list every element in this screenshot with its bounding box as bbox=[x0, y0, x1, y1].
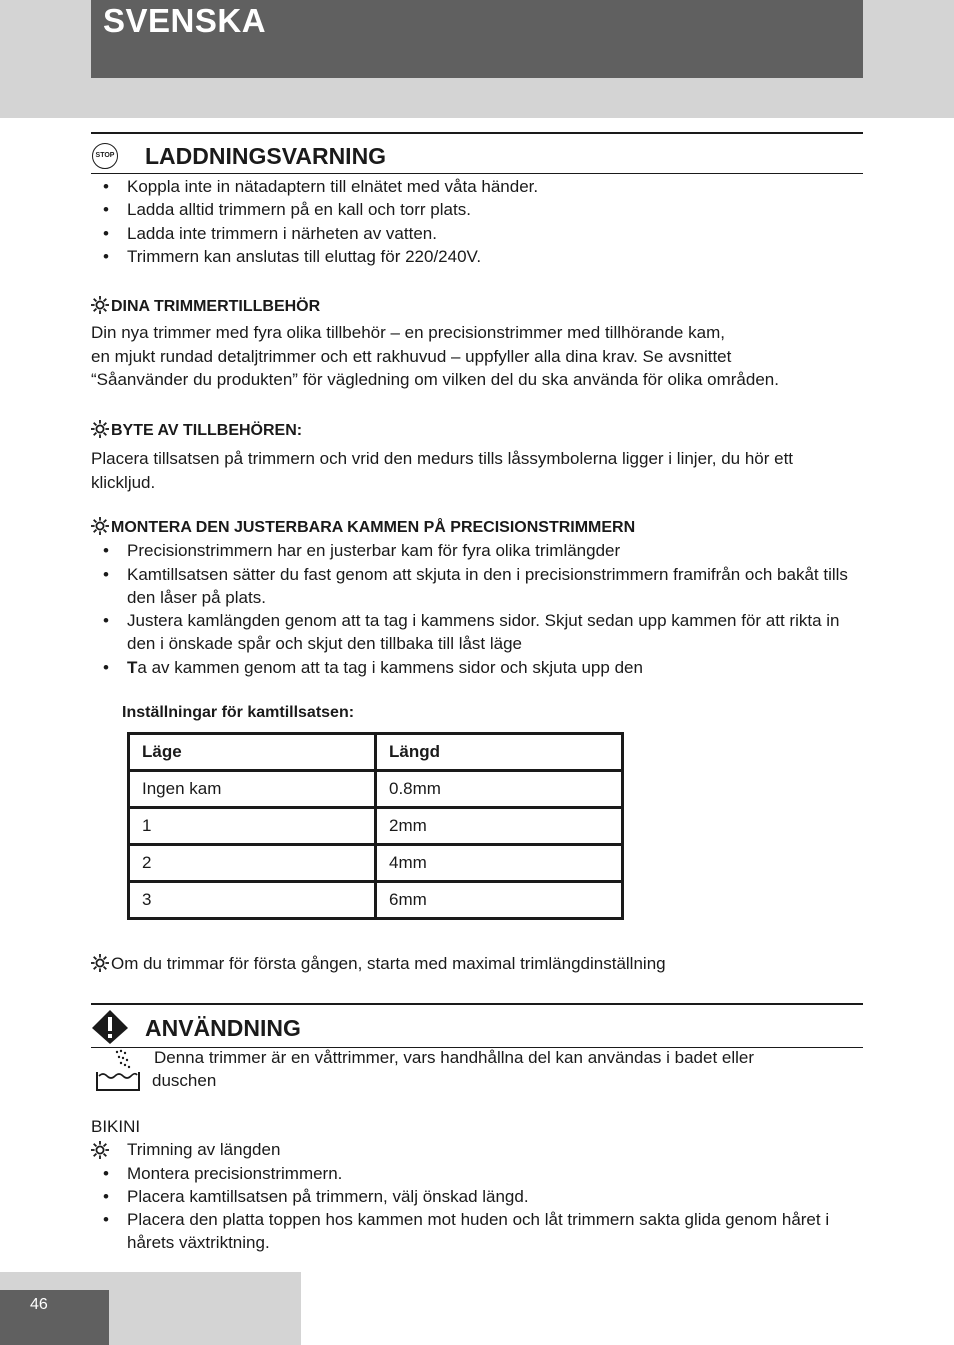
page-number-box bbox=[0, 1290, 109, 1345]
accessories-heading-text: DINA TRIMMERTILLBEHÖR bbox=[111, 298, 321, 315]
table-header-cell: Längd bbox=[376, 734, 623, 771]
list-item: • Placera den platta toppen hos kammen mot huden och låt trimmern sakta glida genom håret i hårets växtriktning. bbox=[91, 1208, 866, 1255]
paragraph-line: duschen bbox=[152, 1071, 217, 1091]
section-header-usage bbox=[91, 1003, 863, 1048]
comb-heading bbox=[91, 516, 866, 539]
paragraph-line: Placera tillsatsen på trimmern och vrid den medurs tills låssymbolerna ligger i linjer, du hör ett bbox=[91, 449, 794, 469]
paragraph-line: Denna trimmer är en våttrimmer, vars handhållna del kan användas i badet eller bbox=[154, 1048, 755, 1067]
sun-icon bbox=[91, 517, 109, 535]
table-row bbox=[129, 882, 623, 919]
comb-heading-text: MONTERA DEN JUSTERBARA KAMMEN PÅ PRECISIONSTRIMMERN bbox=[111, 519, 636, 536]
table-row bbox=[129, 771, 623, 808]
sun-icon bbox=[91, 954, 109, 972]
trim-heading bbox=[91, 1138, 866, 1161]
change-heading-text: BYTE AV TILLBEHÖREN: bbox=[111, 422, 303, 439]
bikini-block bbox=[91, 1115, 866, 1255]
change-block bbox=[91, 419, 866, 494]
paragraph-line: en mjukt rundad detaljtrimmer och ett rakhuvud – uppfyller alla dina krav. Se avsnittet bbox=[91, 346, 732, 366]
table-cell: 1 bbox=[129, 808, 376, 845]
list-item: • Ladda inte trimmern i närheten av vatten. bbox=[91, 222, 866, 245]
list-item: • Ladda alltid trimmern på en kall och torr plats. bbox=[91, 198, 866, 221]
accessories-heading bbox=[91, 295, 866, 318]
list-item: • Montera precisionstrimmern. bbox=[91, 1162, 866, 1185]
paragraph-line: Din nya trimmer med fyra olika tillbehör – en precisionstrimmer med tillhörande kam, bbox=[91, 323, 725, 343]
tip-text: Om du trimmar för första gången, starta med maximal trimlängdinställning bbox=[111, 954, 666, 973]
table-cell: 4mm bbox=[376, 845, 623, 882]
list-item-text: a av kammen genom att ta tag i kammens sidor och skjuta upp den bbox=[137, 657, 643, 677]
sun-icon bbox=[91, 420, 109, 438]
page-number: 46 bbox=[30, 1296, 48, 1313]
warning-icon bbox=[91, 1009, 129, 1045]
charging-warning-list bbox=[91, 175, 866, 268]
list-item: • Koppla inte in nätadaptern till elnätet med våta händer. bbox=[91, 175, 866, 198]
list-item: • Trimmern kan anslutas till eluttag för 220/240V. bbox=[91, 245, 866, 268]
comb-block bbox=[91, 516, 866, 679]
table-cell: 6mm bbox=[376, 882, 623, 919]
list-item-bold-letter: T bbox=[127, 657, 138, 677]
table-cell: 3 bbox=[129, 882, 376, 919]
table-row bbox=[129, 808, 623, 845]
list-item: • Placera kamtillsatsen på trimmern, välj önskad längd. bbox=[91, 1185, 866, 1208]
list-item: • Justera kamlängden genom att ta tag i kammens sidor. Skjut sedan upp kammen för att rikta in den i önskade spår och skjut den tillbaka till låst läge bbox=[91, 609, 866, 656]
list-item: • Precisionstrimmern har en justerbar kam för fyra olika trimlängder bbox=[91, 539, 866, 562]
section-title-charging-warning: LADDNINGSVARNING bbox=[145, 143, 387, 169]
list-item: • Kamtillsatsen sätter du fast genom att skjuta in den i precisionstrimmern framifrån och bakåt tills den låser på plats. bbox=[91, 563, 866, 610]
table-cell: 2 bbox=[129, 845, 376, 882]
table-cell: 0.8mm bbox=[376, 771, 623, 808]
stop-icon: STOP bbox=[92, 143, 118, 169]
settings-label: Inställningar för kamtillsatsen: bbox=[122, 704, 355, 721]
page-title: SVENSKA bbox=[103, 2, 267, 39]
sun-icon bbox=[91, 1141, 109, 1159]
section-title-usage: ANVÄNDNING bbox=[145, 1015, 301, 1041]
comb-settings-table bbox=[127, 732, 624, 920]
table-header-cell: Läge bbox=[129, 734, 376, 771]
paragraph-line: klickljud. bbox=[91, 472, 156, 492]
shower-icon bbox=[95, 1048, 141, 1092]
bikini-label: BIKINI bbox=[91, 1117, 141, 1136]
change-heading bbox=[91, 419, 866, 442]
table-header-row bbox=[129, 734, 623, 771]
water-text bbox=[152, 1046, 862, 1093]
table-cell: 2mm bbox=[376, 808, 623, 845]
trim-heading-text: Trimning av längden bbox=[127, 1140, 281, 1160]
list-item bbox=[91, 656, 866, 679]
table-row bbox=[129, 845, 623, 882]
accessories-block bbox=[91, 295, 866, 391]
table-cell: Ingen kam bbox=[129, 771, 376, 808]
paragraph-line: “Såanvänder du produkten” för vägledning om vilken del du ska använda för olika områden. bbox=[91, 369, 779, 389]
section-header-charging-warning bbox=[91, 132, 863, 174]
sun-icon bbox=[91, 296, 109, 314]
title-bar bbox=[91, 0, 863, 78]
tip-line bbox=[91, 952, 866, 975]
